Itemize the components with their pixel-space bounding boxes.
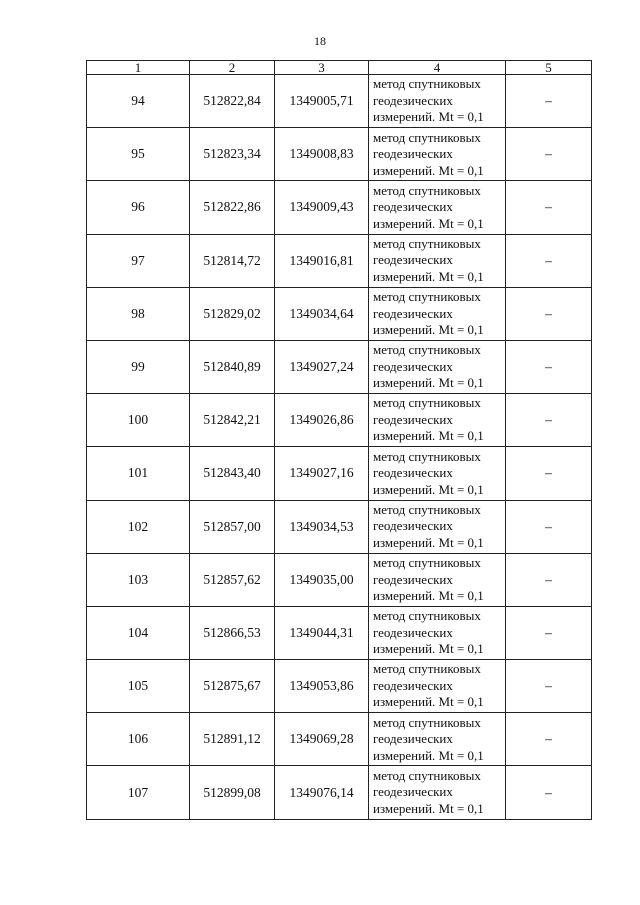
x-coordinate-cell: 512857,00 [190,500,275,553]
point-number-cell: 100 [87,394,190,447]
column-5-cell: – [506,553,592,606]
table-row [87,500,592,553]
column-5-cell: – [506,766,592,819]
method-cell [369,181,506,234]
method-text-line: метод спутниковых [373,342,481,358]
method-text-line: измерений. Mt = 0,1 [373,322,484,338]
method-text-line: метод спутниковых [373,555,481,571]
y-coordinate-cell: 1349076,14 [275,766,369,819]
column-5-cell: – [506,75,592,128]
table-row [87,287,592,340]
method-cell [369,394,506,447]
method-text-line: измерений. Mt = 0,1 [373,375,484,391]
x-coordinate-cell: 512829,02 [190,287,275,340]
column-5-cell: – [506,713,592,766]
column-header: 4 [369,61,506,75]
method-cell [369,447,506,500]
method-text-line: метод спутниковых [373,714,481,730]
table-row [87,660,592,713]
point-number-cell: 103 [87,553,190,606]
point-number-cell: 98 [87,287,190,340]
y-coordinate-cell: 1349069,28 [275,713,369,766]
method-text-line: геодезических [373,199,453,215]
y-coordinate-cell: 1349026,86 [275,394,369,447]
method-text-line: метод спутниковых [373,501,481,517]
x-coordinate-cell: 512891,12 [190,713,275,766]
method-text-line: измерений. Mt = 0,1 [373,534,484,550]
method-text-line: метод спутниковых [373,129,481,145]
method-cell [369,766,506,819]
y-coordinate-cell: 1349027,24 [275,340,369,393]
method-text-line: измерений. Mt = 0,1 [373,641,484,657]
x-coordinate-cell: 512842,21 [190,394,275,447]
page-number: 18 [314,34,326,48]
point-number-cell: 96 [87,181,190,234]
method-cell [369,128,506,181]
method-text-line: геодезических [373,571,453,587]
table-row [87,128,592,181]
y-coordinate-cell: 1349035,00 [275,553,369,606]
method-cell [369,75,506,128]
y-coordinate-cell: 1349016,81 [275,234,369,287]
point-number-cell: 106 [87,713,190,766]
column-5-cell: – [506,447,592,500]
table-row [87,766,592,819]
method-text-line: измерений. Mt = 0,1 [373,747,484,763]
method-cell [369,340,506,393]
method-text-line: метод спутниковых [373,608,481,624]
method-cell [369,553,506,606]
y-coordinate-cell: 1349053,86 [275,660,369,713]
x-coordinate-cell: 512866,53 [190,606,275,659]
point-number-cell: 94 [87,75,190,128]
x-coordinate-cell: 512822,86 [190,181,275,234]
x-coordinate-cell: 512857,62 [190,553,275,606]
method-text-line: геодезических [373,358,453,374]
column-header: 1 [87,61,190,75]
table-row [87,340,592,393]
column-5-cell: – [506,606,592,659]
method-text-line: геодезических [373,518,453,534]
method-text-line: измерений. Mt = 0,1 [373,428,484,444]
column-5-cell: – [506,660,592,713]
table-row [87,234,592,287]
method-text-line: измерений. Mt = 0,1 [373,694,484,710]
method-text-line: измерений. Mt = 0,1 [373,481,484,497]
point-number-cell: 105 [87,660,190,713]
method-text-line: геодезических [373,677,453,693]
column-header: 5 [506,61,592,75]
point-number-cell: 102 [87,500,190,553]
coordinates-table [86,60,592,820]
y-coordinate-cell: 1349008,83 [275,128,369,181]
y-coordinate-cell: 1349005,71 [275,75,369,128]
method-text-line: метод спутниковых [373,182,481,198]
x-coordinate-cell: 512875,67 [190,660,275,713]
y-coordinate-cell: 1349034,64 [275,287,369,340]
y-coordinate-cell: 1349034,53 [275,500,369,553]
point-number-cell: 107 [87,766,190,819]
method-text-line: измерений. Mt = 0,1 [373,588,484,604]
method-text-line: метод спутниковых [373,395,481,411]
method-cell [369,287,506,340]
table-row [87,75,592,128]
method-text-line: метод спутниковых [373,235,481,251]
point-number-cell: 97 [87,234,190,287]
method-text-line: измерений. Mt = 0,1 [373,215,484,231]
point-number-cell: 95 [87,128,190,181]
column-5-cell: – [506,340,592,393]
method-text-line: геодезических [373,624,453,640]
method-text-line: метод спутниковых [373,76,481,92]
method-cell [369,713,506,766]
column-5-cell: – [506,287,592,340]
method-text-line: геодезических [373,784,453,800]
table-row [87,394,592,447]
method-text-line: метод спутниковых [373,767,481,783]
table-row [87,606,592,659]
column-5-cell: – [506,394,592,447]
method-text-line: геодезических [373,146,453,162]
column-5-cell: – [506,234,592,287]
method-text-line: измерений. Mt = 0,1 [373,268,484,284]
point-number-cell: 104 [87,606,190,659]
table-row [87,553,592,606]
method-text-line: геодезических [373,465,453,481]
point-number-cell: 101 [87,447,190,500]
column-header: 3 [275,61,369,75]
method-cell [369,234,506,287]
column-5-cell: – [506,181,592,234]
method-text-line: измерений. Mt = 0,1 [373,800,484,816]
x-coordinate-cell: 512814,72 [190,234,275,287]
method-text-line: измерений. Mt = 0,1 [373,109,484,125]
x-coordinate-cell: 512840,89 [190,340,275,393]
method-text-line: геодезических [373,731,453,747]
column-header: 2 [190,61,275,75]
method-text-line: метод спутниковых [373,448,481,464]
column-5-cell: – [506,500,592,553]
method-text-line: геодезических [373,252,453,268]
method-text-line: метод спутниковых [373,661,481,677]
method-text-line: геодезических [373,92,453,108]
table-row [87,181,592,234]
y-coordinate-cell: 1349044,31 [275,606,369,659]
x-coordinate-cell: 512899,08 [190,766,275,819]
table-header-row [87,61,592,75]
table-row [87,447,592,500]
y-coordinate-cell: 1349027,16 [275,447,369,500]
method-text-line: геодезических [373,411,453,427]
y-coordinate-cell: 1349009,43 [275,181,369,234]
x-coordinate-cell: 512843,40 [190,447,275,500]
x-coordinate-cell: 512823,34 [190,128,275,181]
method-cell [369,500,506,553]
method-text-line: метод спутниковых [373,289,481,305]
x-coordinate-cell: 512822,84 [190,75,275,128]
column-5-cell: – [506,128,592,181]
table-body [87,75,592,820]
table-row [87,713,592,766]
point-number-cell: 99 [87,340,190,393]
method-text-line: измерений. Mt = 0,1 [373,162,484,178]
method-cell [369,660,506,713]
method-text-line: геодезических [373,305,453,321]
method-cell [369,606,506,659]
